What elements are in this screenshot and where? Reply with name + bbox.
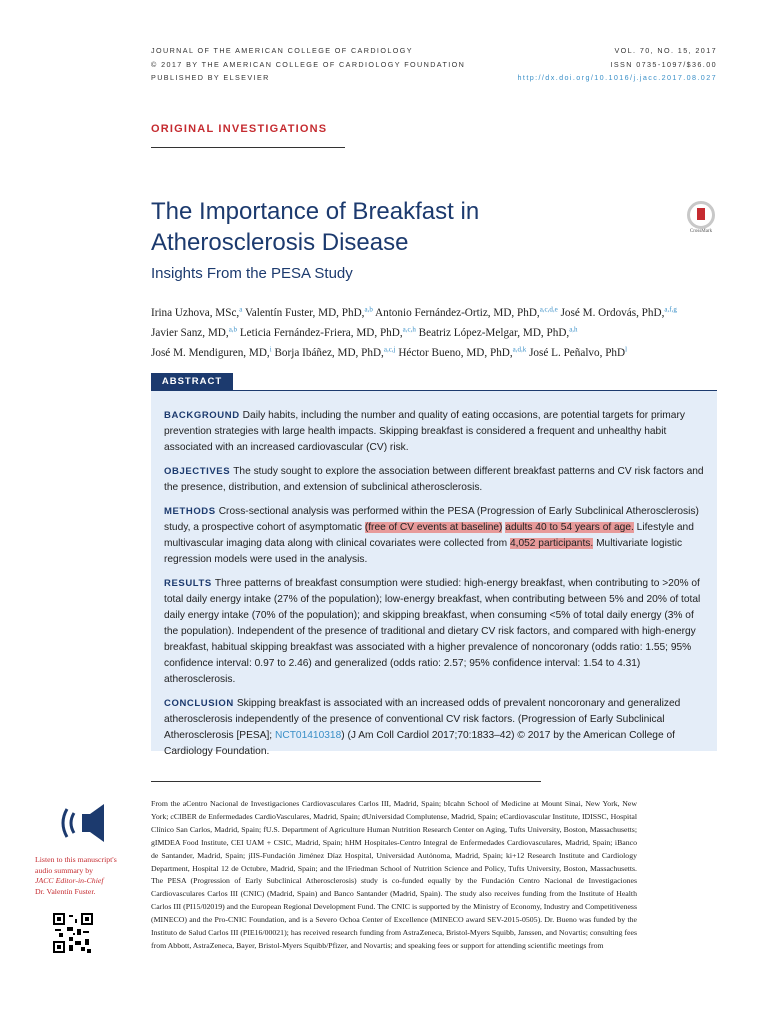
- audio-speaker-icon[interactable]: [60, 800, 110, 846]
- author: Héctor Bueno, MD, PhD,$^{a,d,k}$: [398, 345, 527, 360]
- author: Beatriz López-Melgar, MD, PhD,$^{a,h}$: [418, 325, 578, 339]
- author: Irina Uzhova, MSc,$^a$: [151, 305, 243, 319]
- doi-link[interactable]: http://dx.doi.org/10.1016/j.jacc.2017.08.027: [517, 73, 717, 82]
- abstract-conclusion: CONCLUSION Skipping breakfast is associated with an increased odds of prevalent noncoronary and generalized atherosclerosis independently of the presence of conventional CV risk factors. (Progression of Early Subclinical Atherosclerosis [PESA]; NCT01410318) (J Am Coll Cardiol 2017;70:1833–42) © 2017 by the American College of Cardiology Foundation.: [164, 698, 681, 757]
- affiliation-footnote: From the aCentro Nacional de Investigaciones Cardiovasculares Carlos III, Madrid, Spain; bIcahn School of Medicine at Mount Sinai, New York, New York; cCIBER de Enfermedades CardioVasculares, Madrid, Spain; dUniversidad Complutense, Madrid, Spain; eCardiovascular Institute, IDISSC, Hospital Clínico San Carlos, Madrid, Spain; fU.S. Department of Agriculture Human Nutrition Research Center on Aging, Tufts University, Boston, Massachusetts; gIMDEA Food Institute, CEI UAM + CSIC, Madrid, Spain; hHM Hospitales-Centro Integral de Enfermedades Cardiovasculares, Madrid, Spain; iBanco de Santander, Madrid, Spain; jIIS-Fundación Jiménez Díaz Hospital, Universidad Autónoma, Madrid, Spain; ki+12 Research Institute and Cardiology Department, Hospital 12 de Octubre, Madrid, Spain; and the lFriedman School of Nutrition Science and Policy, Tufts University, Boston, Massachusetts. The PESA (Progression of Early Subclinical Atherosclerosis) study is co-funded equally by the Fundación Centro Nacional de Investigaciones Cardiovasculares Carlos III (CNIC) (Madrid, Spain) and Banco Santander (Madrid, Spain). The study also receives funding from the Institute of Health Carlos III (PI15/02019) and the European Regional Development Fund. The CNIC is supported by the Ministry of Economy, Industry and Competitiveness (MINECO) and the Pro-CNIC Foundation, and is a Severo Ochoa Center of Excellence (MINECO award SEV-2015-0505). Dr. Bueno was funded by the Instituto de Salud Carlos III (PIE16/00021); has received research funding from AstraZeneca, Bristol-Myers Squibb, Janssen, and Novartis; consulting fees from Abbott, AstraZeneca, Bayer, Bristol-Myers Squibb/Pfizer, and Novartis; and speaking fees or support for attending scientific meetings from: [151, 799, 637, 950]
- crossmark-label: CrossMark: [689, 229, 713, 234]
- qr-code-icon[interactable]: [53, 913, 93, 953]
- author: Valentín Fuster, MD, PhD,$^{a,b}$: [244, 305, 373, 319]
- author: Leticia Fernández-Friera, MD, PhD,$^{a,c,h}$: [239, 325, 416, 339]
- crossmark-icon: [687, 201, 715, 229]
- author: Javier Sanz, MD,$^{a,b}$: [151, 325, 238, 339]
- crossmark-badge[interactable]: [687, 201, 715, 234]
- highlight: 4,052 participants.: [509, 538, 594, 549]
- highlight: adults 40 to 54 years of age.: [505, 522, 634, 533]
- abstract-results: RESULTS Three patterns of breakfast consumption were studied: high-energy breakfast, when contributing to >20% of total daily energy intake (27% of the population); low-energy breakfast, when contributing between 5% and 20% of total daily energy intake (70% of the population); and skipping breakfast, when consuming <5% of total daily energy (3% of the population). Independent of the presence of traditional and dietary CV risk factors, and compared with high-energy breakfast, habitual skipping breakfast was associated with a higher prevalence of noncoronary (odds ratio: 1.55; 95% confidence interval: 0.97 to 2.46) and generalized (odds ratio: 2.57; 95% confidence interval: 1.54 to 4.31) atherosclerosis.: [164, 578, 701, 685]
- trial-registry-link[interactable]: NCT01410318: [274, 730, 342, 741]
- author: José M. Mendiguren, MD,$^i$: [151, 345, 272, 360]
- publisher-line: PUBLISHED BY ELSEVIER: [151, 73, 270, 82]
- issn-line: ISSN 0735-1097/$36.00: [610, 59, 717, 69]
- article-subtitle: Insights From the PESA Study: [151, 265, 353, 282]
- issue-info: [518, 44, 717, 85]
- journal-header: [151, 44, 465, 85]
- abstract-objectives: OBJECTIVES The study sought to explore the association between different breakfast patterns and CV risk factors and the presence, distribution, and extension of subclinical atherosclerosis.: [164, 466, 704, 493]
- abstract-content: [164, 408, 704, 768]
- footnote-divider: [151, 781, 541, 782]
- article-title: The Importance of Breakfast in Atherosclerosis Disease: [151, 198, 480, 256]
- section-label: ORIGINAL INVESTIGATIONS: [151, 123, 328, 135]
- abstract-tab: ABSTRACT: [151, 373, 233, 391]
- volume-line: VOL. 70, NO. 15, 2017: [614, 46, 717, 55]
- section-divider: [151, 147, 345, 148]
- abstract-methods: METHODS Cross-sectional analysis was performed within the PESA (Progression of Early Subclinical Atherosclerosis) study, a prospective cohort of asymptomatic (free of CV events at baseline) adults 40 to 54 years of age. Lifestyle and multivascular imaging data along with clinical covariates were collected from 4,052 participants. Multivariate logistic regression models were used in the analysis.: [164, 506, 699, 565]
- author: Antonio Fernández-Ortiz, MD, PhD,$^{a,c,d,e}$: [375, 305, 558, 319]
- abstract-background: BACKGROUND Daily habits, including the number and quality of eating occasions, are potential targets for primary prevention strategies with large health impacts. Skipping breakfast is considered a frequent and unhealthy habit associated with an increased cardiovascular (CV) risk.: [164, 410, 685, 453]
- audio-summary-note: Listen to this manuscript's audio summary by JACC Editor-in-Chief Dr. Valentín Fuster.: [35, 855, 117, 896]
- author: Borja Ibáñez, MD, PhD,$^{a,c,j}$: [274, 345, 396, 360]
- author: José L. Peñalvo, PhD$^l$: [529, 345, 628, 360]
- author-list: [151, 301, 721, 362]
- copyright-line: © 2017 BY THE AMERICAN COLLEGE OF CARDIOLOGY FOUNDATION: [151, 59, 466, 69]
- author: José M. Ordovás, PhD,$^{a,f,g}$: [560, 305, 677, 319]
- journal-name: JOURNAL OF THE AMERICAN COLLEGE OF CARDIOLOGY: [151, 46, 413, 55]
- highlight: (free of CV events at baseline): [364, 522, 503, 533]
